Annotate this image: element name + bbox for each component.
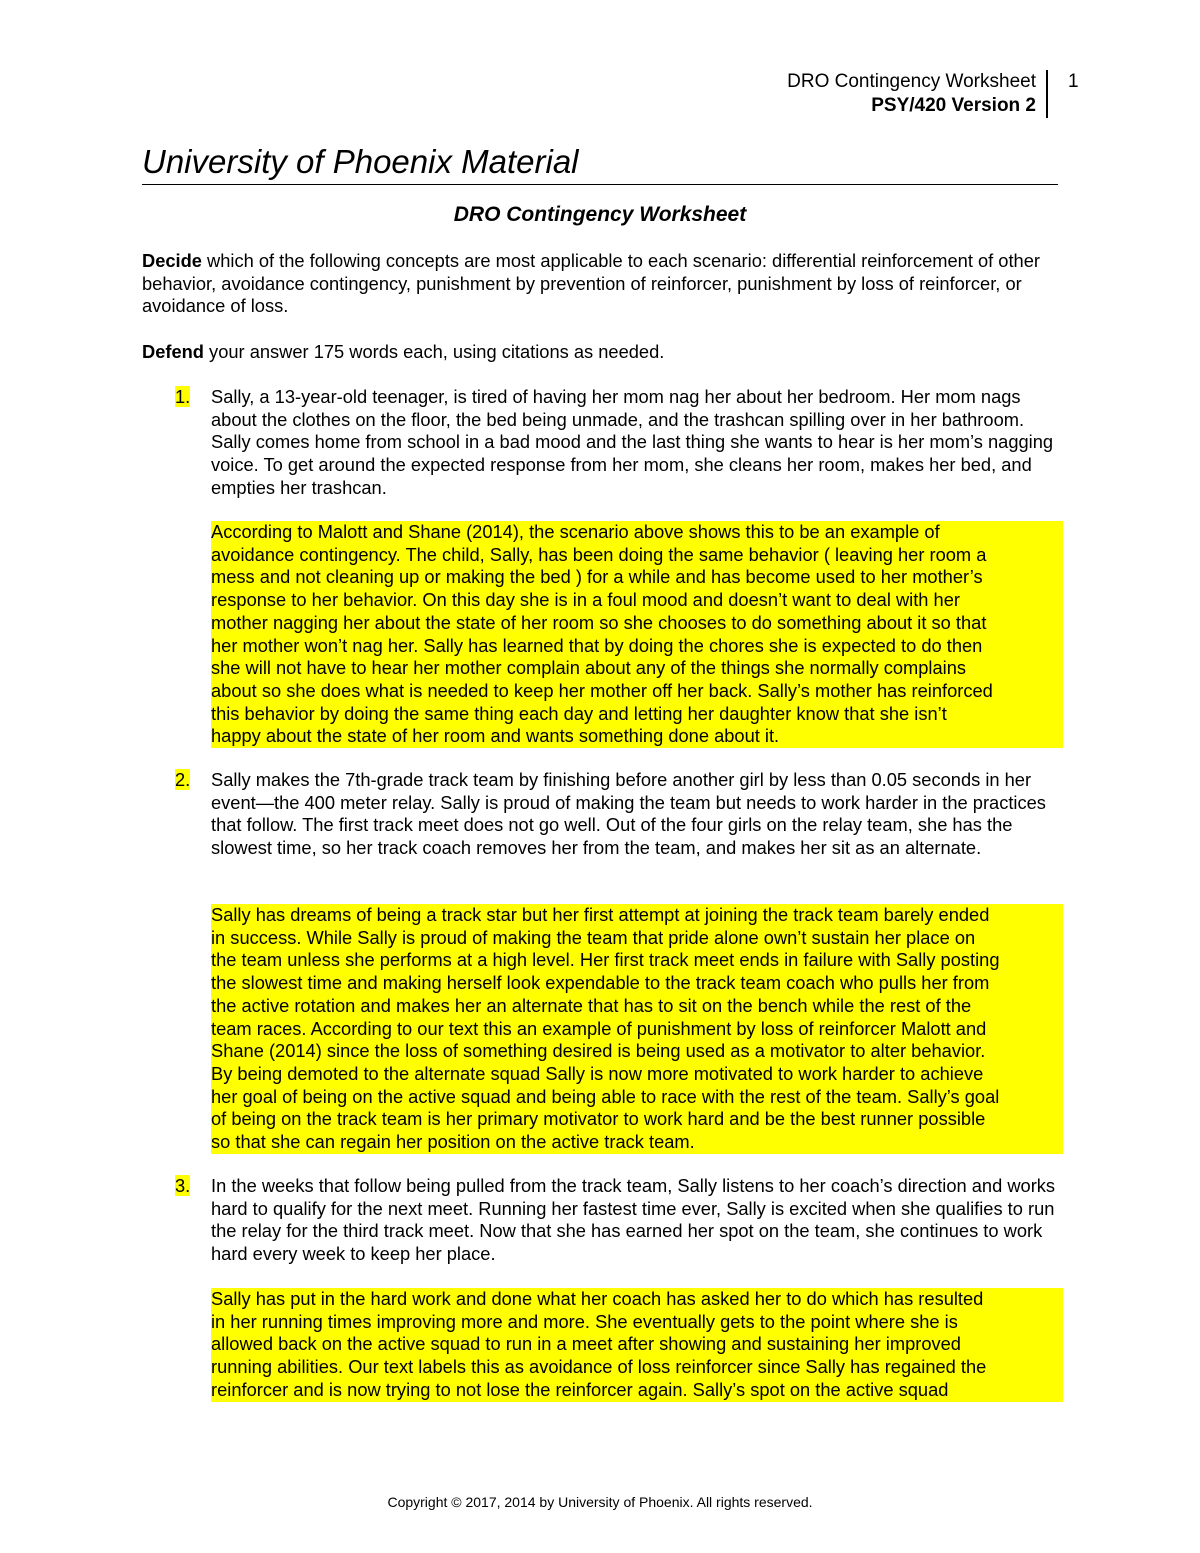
banner-title: University of Phoenix Material: [142, 142, 1058, 185]
answer-line: [211, 612, 1063, 635]
highlighted-text: the slowest time and making herself look expendable to the track team coach who pulls her from: [211, 972, 993, 993]
highlighted-text: allowed back on the active squad to run in a meet after showing and sustaining her improved: [211, 1333, 965, 1354]
highlighted-text: she will not have to hear her mother complain about any of the things she normally complains: [211, 657, 970, 678]
highlighted-text: in success. While Sally is proud of making the team that pride alone own’t sustain her place on: [211, 927, 979, 948]
answer-text: [211, 521, 1063, 748]
answer-line: [211, 1040, 1063, 1063]
decide-instructions: [142, 250, 1062, 318]
page-number: 1: [1068, 71, 1079, 92]
answer-line: [211, 680, 1063, 703]
highlighted-text: about so she does what is needed to keep her mother off her back. Sally’s mother has reinforced: [211, 680, 997, 701]
running-header: [787, 70, 1048, 118]
answer-line: [211, 657, 1063, 680]
answer-line: [211, 995, 1063, 1018]
highlighted-text: Sally has dreams of being a track star but her first attempt at joining the track team barely ended: [211, 904, 993, 925]
highlighted-text: happy about the state of her room and wants something done about it.: [211, 725, 783, 746]
answer-line: [211, 1108, 1063, 1131]
item-number: 1.: [175, 386, 191, 407]
highlighted-text: mess and not cleaning up or making the bed ) for a while and has become used to her mother’s: [211, 566, 987, 587]
answer-text: [211, 904, 1063, 1154]
answer-line: [211, 703, 1063, 726]
highlighted-text: By being demoted to the alternate squad Sally is now more motivated to work harder to achieve: [211, 1063, 987, 1084]
highlighted-text: the active rotation and makes her an alternate that has to sit on the bench while the rest of the: [211, 995, 975, 1016]
highlighted-text: her goal of being on the active squad and being able to race with the rest of the team. Sally’s goal: [211, 1086, 1003, 1107]
answer-line: [211, 927, 1063, 950]
answer-line: [211, 1311, 1063, 1334]
defend-instructions: [142, 341, 1062, 364]
scenario-text: Sally makes the 7th-grade track team by finishing before another girl by less than 0.05 seconds in her event—the 400 meter relay. Sally is proud of making the team but needs to work harder in the practices that follow. The first track meet does not go well. Out of the four girls on the relay team, she has the slowest time, so her track coach removes her from the team, and makes her sit as an alternate.: [211, 769, 1046, 859]
copyright-footer: Copyright © 2017, 2014 by University of Phoenix. All rights reserved.: [387, 1494, 813, 1510]
highlighted-text: team races. According to our text this an example of punishment by loss of reinforcer Malott and: [211, 1018, 990, 1039]
answer-line: [211, 589, 1063, 612]
header-version: PSY/420 Version 2: [871, 95, 1036, 116]
highlighted-text: According to Malott and Shane (2014), the scenario above shows this to be an example of: [211, 521, 944, 542]
answer-line: [211, 972, 1063, 995]
highlighted-text: so that she can regain her position on the active track team.: [211, 1131, 699, 1152]
highlighted-text: the team unless she performs at a high level. Her first track meet ends in failure with Sally posting: [211, 949, 1004, 970]
answer-line: [211, 544, 1063, 567]
answer-line: [211, 1131, 1063, 1154]
highlighted-text: of being on the track team is her primary motivator to work hard and be the best runner possible: [211, 1108, 989, 1129]
answer-line: [211, 566, 1063, 589]
decide-text: which of the following concepts are most applicable to each scenario: differential reinforcement of other behavior, avoidance contingency, punishment by prevention of reinforcer, punishment by loss of reinforcer, or avoidance of loss.: [142, 250, 1040, 317]
answer-line: [211, 1379, 1063, 1402]
answer-line: [211, 521, 1063, 544]
highlighted-text: response to her behavior. On this day she is in a foul mood and doesn’t want to deal with her: [211, 589, 964, 610]
answer-line: [211, 725, 1063, 748]
answer-line: [211, 904, 1063, 927]
answer-line: [211, 1018, 1063, 1041]
scenario-text: In the weeks that follow being pulled from the track team, Sally listens to her coach’s direction and works hard to qualify for the next meet. Running her fastest time ever, Sally is excited when she qualifies to run the relay for the third track meet. Now that she has earned her spot on the team, she continues to work hard every week to keep her place.: [211, 1175, 1056, 1265]
answer-line: [211, 1333, 1063, 1356]
answer-line: [211, 1063, 1063, 1086]
answer-line: [211, 949, 1063, 972]
highlighted-text: her mother won’t nag her. Sally has learned that by doing the chores she is expected to do then: [211, 635, 986, 656]
worksheet-title: DRO Contingency Worksheet: [453, 203, 747, 226]
highlighted-text: Sally has put in the hard work and done what her coach has asked her to do which has resulted: [211, 1288, 987, 1309]
highlighted-text: Shane (2014) since the loss of something desired is being used as a motivator to alter behavior.: [211, 1040, 989, 1061]
highlighted-text: reinforcer and is now trying to not lose the reinforcer again. Sally’s spot on the active squad: [211, 1379, 952, 1400]
decide-label: Decide: [142, 250, 202, 271]
item-number: 3.: [175, 1175, 191, 1196]
highlighted-text: mother nagging her about the state of her room so she chooses to do something about it so that: [211, 612, 990, 633]
highlighted-text: running abilities. Our text labels this as avoidance of loss reinforcer since Sally has regained the: [211, 1356, 990, 1377]
answer-line: [211, 1356, 1063, 1379]
highlighted-text: in her running times improving more and more. She eventually gets to the point where she is: [211, 1311, 962, 1332]
answer-line: [211, 1086, 1063, 1109]
answer-line: [211, 1288, 1063, 1311]
item-number: 2.: [175, 769, 191, 790]
answer-text: [211, 1288, 1063, 1402]
highlighted-text: this behavior by doing the same thing each day and letting her daughter know that she isn’t: [211, 703, 951, 724]
answer-line: [211, 635, 1063, 658]
defend-text: your answer 175 words each, using citations as needed.: [203, 341, 665, 362]
scenario-text: Sally, a 13-year-old teenager, is tired of having her mom nag her about her bedroom. Her mom nags about the clothes on the floor, the bed being unmade, and the trashcan spilling over in her bathroom. Sally comes home from school in a bad mood and the last thing she wants to hear is her mom’s nagging voice. To get around the expected response from her mom, she cleans her room, makes her bed, and empties her trashcan.: [211, 386, 1054, 498]
header-title: DRO Contingency Worksheet: [787, 71, 1036, 92]
defend-label: Defend: [142, 341, 204, 362]
highlighted-text: avoidance contingency. The child, Sally, has been doing the same behavior ( leaving her room a: [211, 544, 990, 565]
